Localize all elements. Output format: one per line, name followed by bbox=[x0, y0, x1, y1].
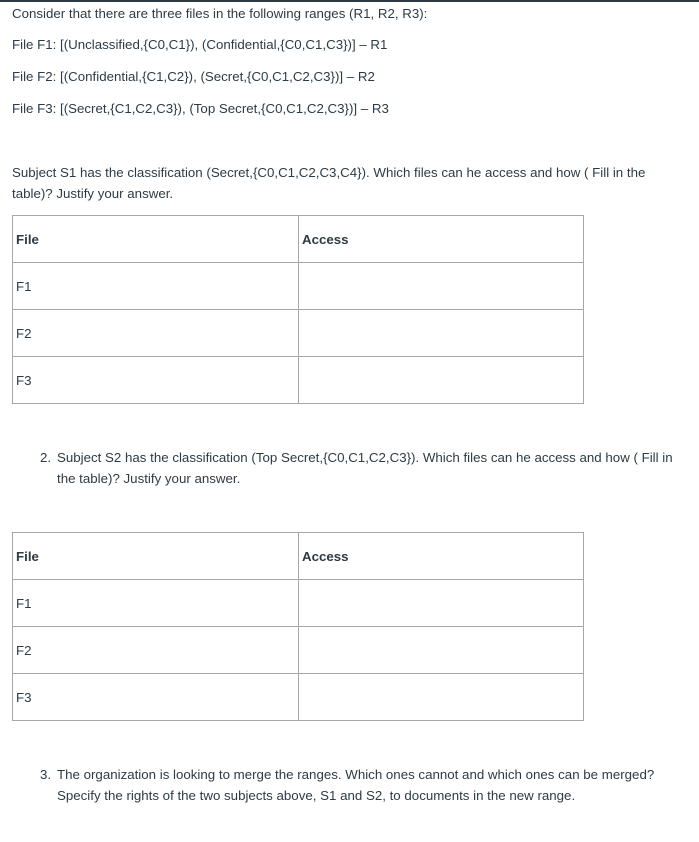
access-answer-cell[interactable] bbox=[299, 357, 584, 404]
table-header-row bbox=[13, 533, 584, 580]
table-row bbox=[13, 357, 584, 404]
question-1: Subject S1 has the classification (Secret,{C0,C1,C2,C3,C4}). Which files can he access and how ( Fill in the table)? Justify your answer. bbox=[12, 165, 646, 201]
file-f1-range: File F1: [(Unclassified,{C0,C1}), (Confidential,{C0,C1,C3})] – R1 bbox=[12, 37, 388, 52]
access-answer-cell[interactable] bbox=[299, 627, 584, 674]
table-header-row bbox=[13, 216, 584, 263]
header-file: File bbox=[13, 216, 299, 263]
table-row bbox=[13, 674, 584, 721]
table-row bbox=[13, 310, 584, 357]
file-f3-range: File F3: [(Secret,{C1,C2,C3}), (Top Secret,{C0,C1,C2,C3})] – R3 bbox=[12, 101, 389, 116]
access-answer-cell[interactable] bbox=[299, 310, 584, 357]
header-access: Access bbox=[299, 216, 584, 263]
file-f2-range: File F2: [(Confidential,{C1,C2}), (Secret,{C0,C1,C2,C3})] – R2 bbox=[12, 69, 375, 84]
access-table-s1 bbox=[12, 215, 584, 404]
table-row bbox=[13, 263, 584, 310]
file-cell: F3 bbox=[13, 357, 299, 404]
question-3-number: 3. bbox=[40, 767, 52, 782]
file-cell: F1 bbox=[13, 580, 299, 627]
access-answer-cell[interactable] bbox=[299, 263, 584, 310]
header-file: File bbox=[13, 533, 299, 580]
table-row bbox=[13, 580, 584, 627]
access-answer-cell[interactable] bbox=[299, 580, 584, 627]
question-2-text: Subject S2 has the classification (Top Secret,{C0,C1,C2,C3}). Which files can he access and how ( Fill in the table)? Justify your answer. bbox=[57, 450, 673, 486]
table-row bbox=[13, 627, 584, 674]
file-cell: F1 bbox=[13, 263, 299, 310]
file-cell: F2 bbox=[13, 627, 299, 674]
question-3 bbox=[40, 764, 690, 806]
question-2-number: 2. bbox=[40, 450, 52, 465]
access-table-s2 bbox=[12, 532, 584, 721]
access-answer-cell[interactable] bbox=[299, 674, 584, 721]
header-access: Access bbox=[299, 533, 584, 580]
question-3-text: The organization is looking to merge the ranges. Which ones cannot and which ones can be merged? Specify the rights of the two subjects above, S1 and S2, to documents in the new range. bbox=[57, 767, 655, 803]
file-cell: F3 bbox=[13, 674, 299, 721]
intro-text: Consider that there are three files in the following ranges (R1, R2, R3): bbox=[12, 6, 428, 21]
question-2 bbox=[40, 447, 690, 489]
top-divider bbox=[0, 0, 699, 2]
file-cell: F2 bbox=[13, 310, 299, 357]
